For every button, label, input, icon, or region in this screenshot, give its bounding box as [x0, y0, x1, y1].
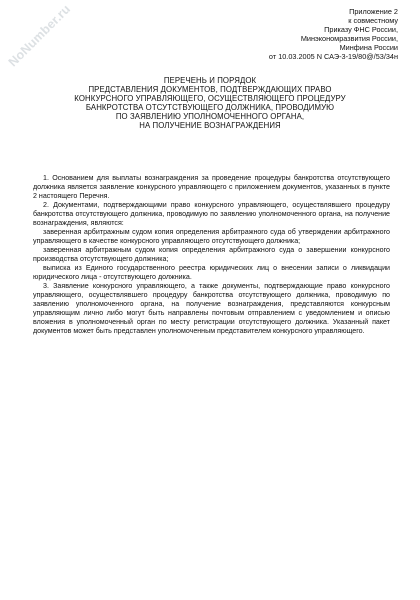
document-title [40, 76, 380, 130]
paragraph-2: 2. Документами, подтверждающими право конкурсного управляющего, осуществлявшего процедуру банкротства отсутствующего должника, проводимую по заявлению уполномоченного органа, на получение вознаграждения, являются: [33, 201, 390, 227]
appendix-line: Приложение 2 [349, 7, 398, 16]
appendix-line: от 10.03.2005 N САЭ-3-19/80@/53/34н [268, 52, 398, 62]
appendix-line: к совместному [348, 16, 398, 26]
title-line: ПЕРЕЧЕНЬ И ПОРЯДОК [163, 76, 257, 85]
paragraph-1: 1. Основанием для выплаты вознаграждения за проведение процедуры банкротства отсутствующего должника является заявление конкурсного управляющего с приложением документов, указанных в пункте 2 настоящего Перечня. [33, 174, 390, 200]
appendix-line: Минфина России [339, 43, 398, 53]
paragraph-2-item-1: заверенная арбитражным судом копия определения арбитражного суда об утверждении арбитражного управляющего в качестве конкурсного управляющего отсутствующего должника; [33, 228, 390, 245]
paragraph-3: 3. Заявление конкурсного управляющего, а также документы, подтверждающие право конкурсного управляющего, осуществлявшего процедуру банкротства отсутствующего должника, проводимую по заявлению уполномоченного органа, на получение вознаграждения, представляются конкурсным управляющим лично либо могут быть направлены почтовым отправлением с уведомлением и описью вложения в уполномоченный орган по месту регистрации отсутствующего должника. Указанный пакет документов может быть представлен уполномоченным представителем конкурсного управляющего. [33, 282, 390, 335]
paragraph-2-item-3: выписка из Единого государственного реестра юридических лиц о внесении записи о ликвидации юридического лица - отсутствующего должника. [33, 264, 390, 281]
appendix-line: Приказу ФНС России, [324, 25, 398, 35]
title-line: ПРЕДСТАВЛЕНИЯ ДОКУМЕНТОВ, ПОДТВЕРЖДАЮЩИХ ПРАВО [88, 85, 332, 94]
title-line: НА ПОЛУЧЕНИЕ ВОЗНАГРАЖДЕНИЯ [139, 121, 281, 130]
watermark-text: NoNumber.ru [5, 1, 74, 70]
appendix-line: Минэкономразвития России, [300, 34, 398, 44]
title-line: КОНКУРСНОГО УПРАВЛЯЮЩЕГО, ОСУЩЕСТВЛЯЮЩЕГО ПРОЦЕДУРУ [74, 94, 346, 103]
appendix-reference [198, 7, 398, 62]
document-body [33, 174, 390, 336]
title-line: БАНКРОТСТВА ОТСУТСТВУЮЩЕГО ДОЛЖНИКА, ПРОВОДИМУЮ [85, 103, 335, 112]
title-line: ПО ЗАЯВЛЕНИЮ УПОЛНОМОЧЕННОГО ОРГАНА, [115, 112, 305, 121]
paragraph-2-item-2: заверенная арбитражным судом копия определения арбитражного суда о завершении конкурсного производства отсутствующего должника; [33, 246, 390, 263]
